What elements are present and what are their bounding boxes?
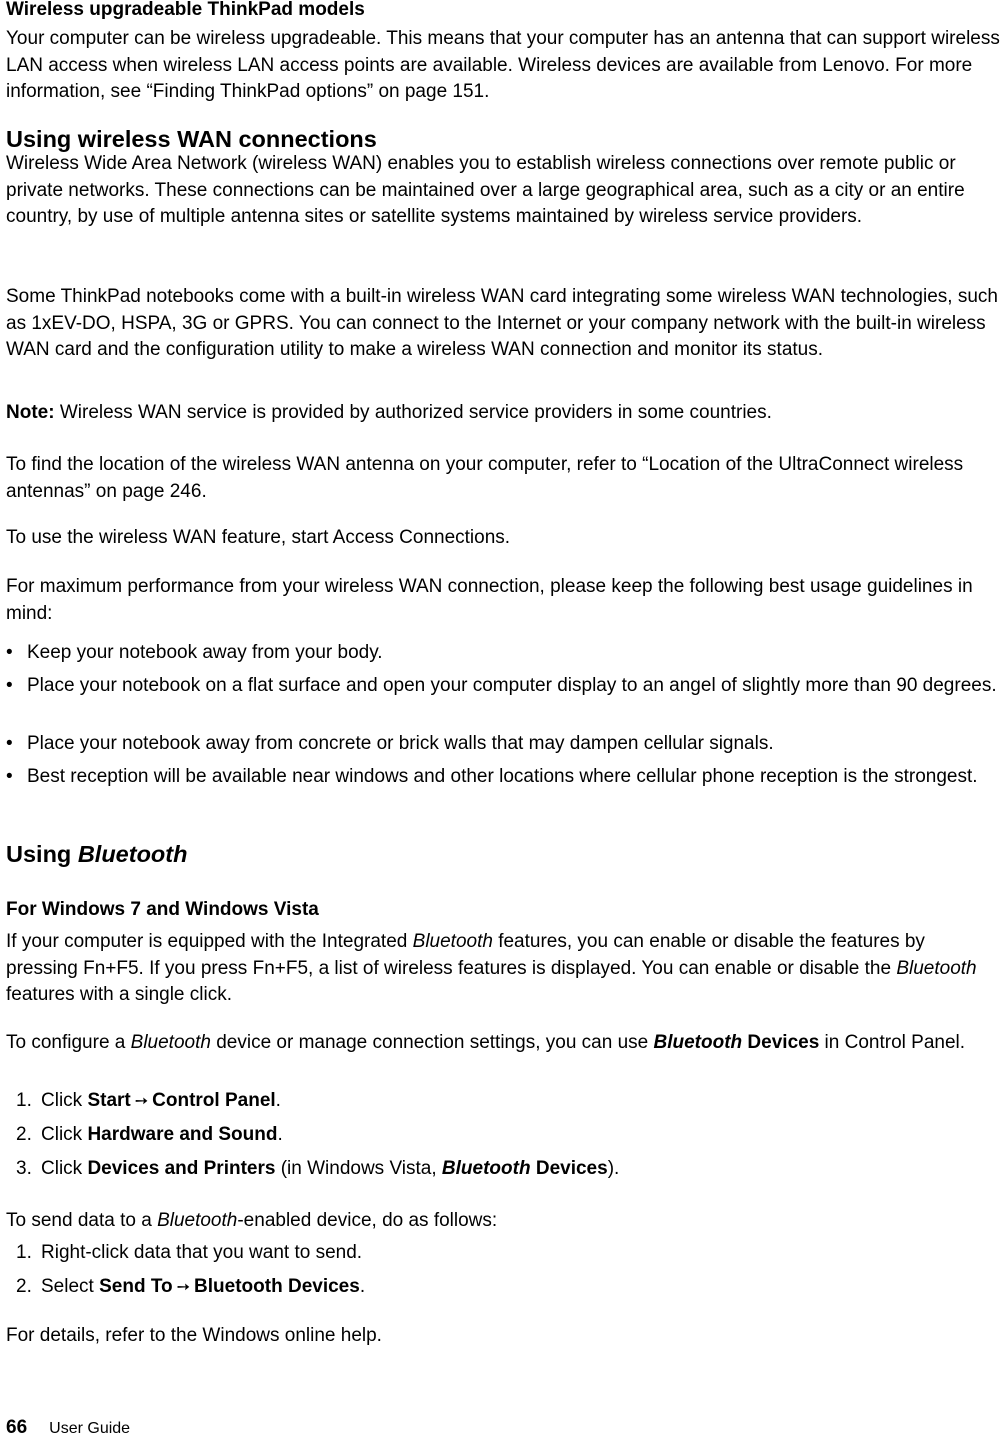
paragraph-wan-builtin: Some ThinkPad notebooks come with a built-in wireless WAN card integrating some wireless WAN technologies, such as 1xEV-DO, HSPA, 3G or GPRS. You can connect to the Internet or your company network with the built-in wireless WAN card and the configuration utility to make a wireless WAN connection and monitor its status. — [6, 286, 998, 361]
paragraph-wireless-upgradeable: Your computer can be wireless upgradeable. This means that your computer has an antenna that can support wireless LAN access when wireless LAN access points are available. Wireless devices are available from Lenovo. For more information, see “Finding ThinkPad options” on page 151. — [6, 28, 1000, 103]
text-run: To send data to a — [6, 1210, 158, 1231]
step-control-panel-label: Control Panel — [152, 1090, 276, 1111]
section-heading-wireless-upgradeable: Wireless upgradeable ThinkPad models — [6, 0, 365, 20]
arrow-right-icon: ➙ — [176, 1279, 191, 1296]
list-item-text: Best reception will be available near windows and other locations where cellular phone reception is the strongest. — [27, 766, 978, 787]
text-run: . — [277, 1124, 283, 1145]
note-text: Wireless WAN service is provided by authorized service providers in some countries. — [54, 402, 772, 423]
bullet-icon: • — [6, 766, 13, 787]
paragraph-wan-guidelines: For maximum performance from your wireless WAN connection, please keep the following best usage guidelines in mind: — [6, 576, 973, 624]
text-run: Click — [41, 1158, 88, 1179]
heading-prefix: Using — [6, 841, 78, 867]
text-run: To configure a — [6, 1032, 131, 1053]
paragraph-bluetooth-enable — [6, 929, 1000, 1009]
step-text — [41, 1274, 996, 1302]
text-run: . — [275, 1090, 281, 1111]
text-run: features, you can enable or disable the features by pressing Fn+F5. If you press Fn+F5, a list of wireless features is displayed. You can enable or disable the — [6, 931, 925, 979]
bullet-icon: • — [6, 733, 13, 754]
step-start-label: Start — [87, 1090, 131, 1111]
text-run-bold: Devices — [530, 1158, 608, 1179]
arrow-right-icon: ➙ — [134, 1093, 149, 1110]
text-run: . — [359, 1276, 366, 1297]
subheading-windows7-vista: For Windows 7 and Windows Vista — [6, 899, 319, 920]
paragraph-wan-intro: Wireless Wide Area Network (wireless WAN) enables you to establish wireless connections over remote public or private networks. These connections can be maintained over a large geographical area, such as a city or an entire country, by use of multiple antenna sites or satellite systems maintained by wireless service providers. — [6, 153, 965, 228]
text-run-bold-italic: Bluetooth — [441, 1158, 531, 1179]
step-send-to-label: Send To — [99, 1276, 173, 1297]
heading-bluetooth-italic: Bluetooth — [77, 841, 188, 867]
step-text — [41, 1156, 996, 1183]
text-run: Select — [41, 1276, 100, 1297]
text-run: (in Windows Vista, — [275, 1158, 442, 1179]
step-number: 2. — [16, 1124, 32, 1145]
paragraph-wan-start: To use the wireless WAN feature, start Access Connections. — [6, 527, 511, 548]
step-bluetooth-devices-label: Bluetooth Devices — [194, 1276, 360, 1297]
step-hardware-sound-label: Hardware and Sound — [87, 1124, 278, 1145]
note-label: Note: — [6, 402, 55, 423]
text-run: Click — [41, 1090, 88, 1111]
step-text — [41, 1122, 996, 1149]
step-devices-printers-label: Devices and Printers — [87, 1158, 276, 1179]
text-run-italic: Bluetooth — [896, 957, 977, 979]
text-run: If your computer is equipped with the Integrated — [6, 931, 413, 952]
paragraph-wan-antenna: To find the location of the wireless WAN antenna on your computer, refer to “Location of the UltraConnect wireless antennas” on page 246. — [6, 454, 964, 502]
text-run-bold-italic: Bluetooth — [653, 1032, 743, 1053]
text-run-italic: Bluetooth — [157, 1210, 238, 1231]
section-heading-wireless-wan: Using wireless WAN connections — [6, 126, 377, 152]
bullet-icon: • — [6, 675, 13, 696]
paragraph-bluetooth-send — [6, 1208, 1000, 1235]
step-number: 1. — [16, 1090, 32, 1111]
text-run-bold: Devices — [742, 1032, 820, 1053]
text-run-italic: Bluetooth — [412, 931, 493, 952]
list-item-text: Keep your notebook away from your body. — [27, 642, 383, 663]
list-item-text: Place your notebook away from concrete or brick walls that may dampen cellular signals. — [27, 733, 774, 754]
paragraph-bluetooth-configure — [6, 1030, 1000, 1057]
step-text — [41, 1088, 996, 1116]
bullet-icon: • — [6, 642, 13, 663]
page-number: 66 — [6, 1417, 28, 1438]
text-run: -enabled device, do as follows: — [237, 1210, 498, 1231]
list-item-text: Place your notebook on a flat surface and open your computer display to an angel of slightly more than 90 degrees. — [27, 675, 997, 696]
text-run: device or manage connection settings, you can use — [210, 1032, 654, 1053]
step-number: 3. — [16, 1158, 32, 1179]
step-text: Right-click data that you want to send. — [41, 1242, 363, 1263]
step-number: 1. — [16, 1242, 32, 1263]
paragraph-details: For details, refer to the Windows online help. — [6, 1325, 382, 1346]
text-run: features with a single click. — [6, 984, 232, 1006]
footer-title: User Guide — [49, 1420, 131, 1437]
text-run-italic: Bluetooth — [130, 1032, 211, 1053]
section-heading-bluetooth — [6, 839, 187, 869]
text-run: ). — [607, 1158, 620, 1179]
step-number: 2. — [16, 1276, 32, 1297]
note — [6, 400, 1000, 427]
text-run: in Control Panel. — [819, 1032, 966, 1053]
text-run: Click — [41, 1124, 88, 1145]
